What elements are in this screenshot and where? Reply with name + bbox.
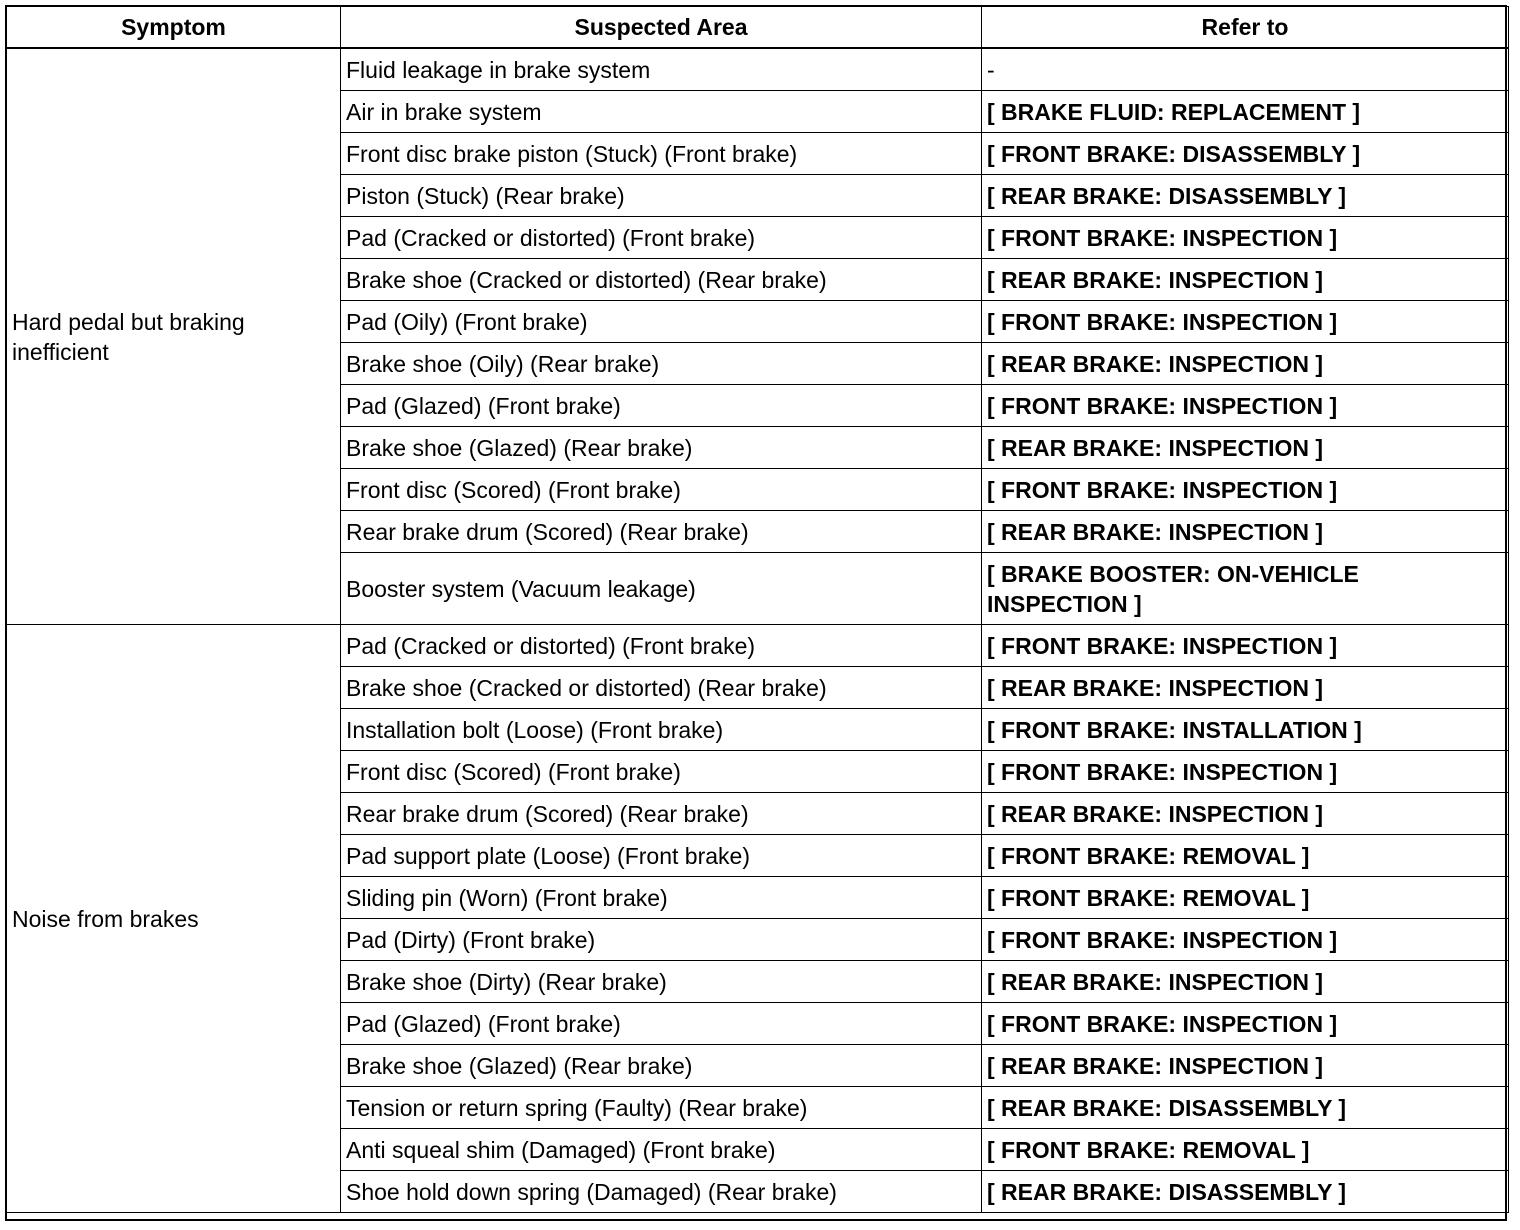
header-row: [7, 7, 1509, 49]
suspected-area-cell: Front disc brake piston (Stuck) (Front brake): [341, 133, 982, 175]
troubleshooting-table: [6, 6, 1509, 1213]
refer-to-cell[interactable]: [ REAR BRAKE: INSPECTION ]: [982, 793, 1509, 835]
refer-to-cell[interactable]: [ FRONT BRAKE: INSPECTION ]: [982, 301, 1509, 343]
suspected-area-cell: Shoe hold down spring (Damaged) (Rear brake): [341, 1171, 982, 1213]
refer-to-cell[interactable]: [ FRONT BRAKE: INSPECTION ]: [982, 625, 1509, 667]
refer-to-cell[interactable]: [ REAR BRAKE: DISASSEMBLY ]: [982, 1087, 1509, 1129]
refer-to-cell[interactable]: [ REAR BRAKE: INSPECTION ]: [982, 427, 1509, 469]
refer-to-cell[interactable]: [ FRONT BRAKE: INSPECTION ]: [982, 751, 1509, 793]
refer-to-cell: -: [982, 48, 1509, 91]
refer-to-cell[interactable]: [ BRAKE FLUID: REPLACEMENT ]: [982, 91, 1509, 133]
table-body: [7, 48, 1509, 1213]
header-refer-to: Refer to: [982, 7, 1509, 49]
suspected-area-cell: Brake shoe (Dirty) (Rear brake): [341, 961, 982, 1003]
suspected-area-cell: Fluid leakage in brake system: [341, 48, 982, 91]
symptom-cell: Hard pedal but braking inefficient: [7, 48, 341, 625]
suspected-area-cell: Pad (Cracked or distorted) (Front brake): [341, 217, 982, 259]
refer-to-cell[interactable]: [ FRONT BRAKE: INSPECTION ]: [982, 385, 1509, 427]
suspected-area-cell: Tension or return spring (Faulty) (Rear brake): [341, 1087, 982, 1129]
suspected-area-cell: Pad (Glazed) (Front brake): [341, 385, 982, 427]
header-suspected-area: Suspected Area: [341, 7, 982, 49]
suspected-area-cell: Rear brake drum (Scored) (Rear brake): [341, 793, 982, 835]
suspected-area-cell: Brake shoe (Oily) (Rear brake): [341, 343, 982, 385]
suspected-area-cell: Piston (Stuck) (Rear brake): [341, 175, 982, 217]
suspected-area-cell: Installation bolt (Loose) (Front brake): [341, 709, 982, 751]
suspected-area-cell: Pad (Glazed) (Front brake): [341, 1003, 982, 1045]
refer-to-cell[interactable]: [ REAR BRAKE: INSPECTION ]: [982, 259, 1509, 301]
suspected-area-cell: Brake shoe (Glazed) (Rear brake): [341, 427, 982, 469]
suspected-area-cell: Rear brake drum (Scored) (Rear brake): [341, 511, 982, 553]
header-symptom: Symptom: [7, 7, 341, 49]
suspected-area-cell: Pad support plate (Loose) (Front brake): [341, 835, 982, 877]
suspected-area-cell: Pad (Dirty) (Front brake): [341, 919, 982, 961]
suspected-area-cell: Anti squeal shim (Damaged) (Front brake): [341, 1129, 982, 1171]
refer-to-cell[interactable]: [ FRONT BRAKE: REMOVAL ]: [982, 877, 1509, 919]
refer-to-cell[interactable]: [ FRONT BRAKE: DISASSEMBLY ]: [982, 133, 1509, 175]
refer-to-cell[interactable]: [ REAR BRAKE: INSPECTION ]: [982, 343, 1509, 385]
table-row: [7, 625, 1509, 667]
refer-to-cell[interactable]: [ FRONT BRAKE: INSPECTION ]: [982, 919, 1509, 961]
suspected-area-cell: Front disc (Scored) (Front brake): [341, 751, 982, 793]
suspected-area-cell: Pad (Cracked or distorted) (Front brake): [341, 625, 982, 667]
refer-to-cell[interactable]: [ REAR BRAKE: INSPECTION ]: [982, 667, 1509, 709]
refer-to-cell[interactable]: [ REAR BRAKE: INSPECTION ]: [982, 1045, 1509, 1087]
refer-to-cell[interactable]: [ REAR BRAKE: INSPECTION ]: [982, 961, 1509, 1003]
refer-to-cell[interactable]: [ BRAKE BOOSTER: ON-VEHICLE INSPECTION ]: [982, 553, 1509, 625]
suspected-area-cell: Pad (Oily) (Front brake): [341, 301, 982, 343]
refer-to-cell[interactable]: [ FRONT BRAKE: REMOVAL ]: [982, 1129, 1509, 1171]
suspected-area-cell: Booster system (Vacuum leakage): [341, 553, 982, 625]
suspected-area-cell: Brake shoe (Cracked or distorted) (Rear brake): [341, 259, 982, 301]
refer-to-cell[interactable]: [ REAR BRAKE: INSPECTION ]: [982, 511, 1509, 553]
symptom-cell: Noise from brakes: [7, 625, 341, 1213]
suspected-area-cell: Front disc (Scored) (Front brake): [341, 469, 982, 511]
suspected-area-cell: Brake shoe (Cracked or distorted) (Rear brake): [341, 667, 982, 709]
table-header: [7, 7, 1509, 49]
suspected-area-cell: Brake shoe (Glazed) (Rear brake): [341, 1045, 982, 1087]
refer-to-cell[interactable]: [ FRONT BRAKE: REMOVAL ]: [982, 835, 1509, 877]
refer-to-cell[interactable]: [ FRONT BRAKE: INSPECTION ]: [982, 1003, 1509, 1045]
suspected-area-cell: Sliding pin (Worn) (Front brake): [341, 877, 982, 919]
refer-to-cell[interactable]: [ REAR BRAKE: DISASSEMBLY ]: [982, 175, 1509, 217]
suspected-area-cell: Air in brake system: [341, 91, 982, 133]
refer-to-cell[interactable]: [ FRONT BRAKE: INSPECTION ]: [982, 217, 1509, 259]
refer-to-cell[interactable]: [ FRONT BRAKE: INSPECTION ]: [982, 469, 1509, 511]
table-row: [7, 48, 1509, 91]
refer-to-cell[interactable]: [ REAR BRAKE: DISASSEMBLY ]: [982, 1171, 1509, 1213]
refer-to-cell[interactable]: [ FRONT BRAKE: INSTALLATION ]: [982, 709, 1509, 751]
